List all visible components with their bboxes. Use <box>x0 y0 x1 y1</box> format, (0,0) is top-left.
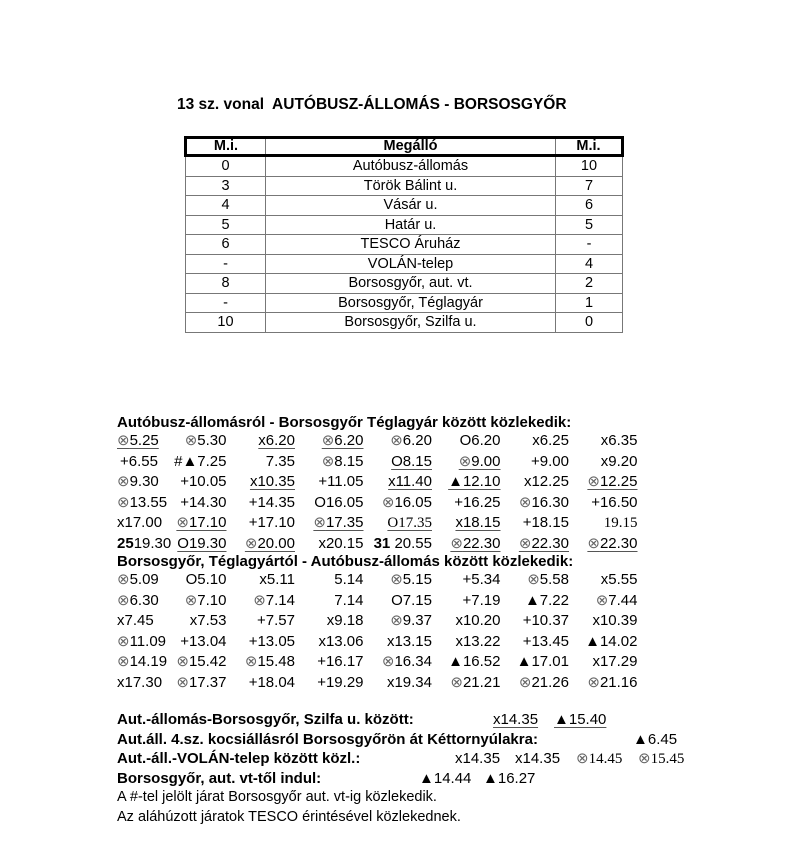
departure-time: +10.05 <box>180 473 227 490</box>
departure-time: ⊗16.30 <box>518 493 569 511</box>
stop-km-outbound: 10 <box>186 313 266 333</box>
circled-x-icon: ⊗ <box>390 571 403 588</box>
departure-time: +9.00 <box>531 452 569 470</box>
stop-name: Török Bálint u. <box>266 176 556 196</box>
circled-x-icon: ⊗ <box>518 673 532 691</box>
departure-time: +13.04 <box>180 632 227 650</box>
departure-time: +16.50 <box>591 493 638 511</box>
stop-km-outbound: 3 <box>186 176 266 196</box>
departure-time: ⊗17.35 <box>313 514 364 531</box>
timetable-row <box>117 534 638 555</box>
departure-time: ⊗21.21 <box>450 673 501 691</box>
departure-time: x14.35 <box>515 750 561 767</box>
departure-time: +17.10 <box>248 514 295 531</box>
stop-row <box>186 235 623 255</box>
departure-time: x10.35 <box>249 473 295 490</box>
departure-time: ▲12.10 <box>448 473 501 490</box>
departure-time: O6.20 <box>459 432 501 449</box>
departure-time: #▲7.25 <box>174 452 227 470</box>
departure-time: ▲6.45 <box>633 730 678 748</box>
departure-time: +18.15 <box>522 514 569 531</box>
circled-x-icon: ⊗ <box>587 534 600 552</box>
circled-x-icon: ⊗ <box>176 514 189 531</box>
circled-x-icon: ⊗ <box>450 673 463 691</box>
stop-km-inbound: 4 <box>556 254 623 274</box>
stop-km-inbound: 5 <box>556 215 623 235</box>
departure-time: +16.17 <box>317 653 364 670</box>
departure-time: 19.15 <box>603 515 638 531</box>
departure-time: +19.29 <box>317 673 364 691</box>
timetable-row <box>117 673 638 694</box>
departure-time: ⊗9.00 <box>458 452 501 470</box>
stop-row <box>186 176 623 196</box>
stop-km-outbound: 8 <box>186 274 266 294</box>
extra-service-label: Aut.áll. 4.sz. kocsiállásról Borsosgyőrön át Kéttornyúlakra: <box>117 730 538 748</box>
stop-km-inbound: 6 <box>556 196 623 216</box>
stop-row <box>186 274 623 294</box>
stop-name: Borsosgyőr, Szilfa u. <box>266 313 556 333</box>
extra-service-label: Borsosgyőr, aut. vt-től indul: <box>117 769 322 787</box>
stop-name: TESCO Áruház <box>266 235 556 255</box>
departure-time: x17.00 <box>117 514 163 531</box>
circled-x-icon: ⊗ <box>390 612 403 629</box>
departure-time: x17.29 <box>592 653 638 670</box>
timetable-row <box>117 611 638 632</box>
departure-time: x9.18 <box>326 612 364 629</box>
circled-x-icon: ⊗ <box>587 673 600 691</box>
departure-time: ⊗16.34 <box>381 653 432 670</box>
departure-time: x9.20 <box>600 452 638 470</box>
departure-time: x7.53 <box>189 612 227 629</box>
departure-time: ▲16.27 <box>483 769 536 787</box>
stop-name: Borsosgyőr, aut. vt. <box>266 274 556 294</box>
departure-time: +7.19 <box>462 591 501 609</box>
outbound-heading: Autóbusz-állomásról - Borsosgyőr Téglagyár között közlekedik: <box>117 414 572 431</box>
departure-time: x6.35 <box>600 432 638 449</box>
departure-time: x18.15 <box>455 514 501 531</box>
stop-km-inbound: 0 <box>556 313 623 333</box>
departure-time: ⊗16.05 <box>381 493 432 511</box>
footnote: Az aláhúzott járatok TESCO érintésével közlekednek. <box>117 808 461 825</box>
timetable-row <box>117 591 638 612</box>
departure-time: ⊗5.30 <box>184 432 227 449</box>
departure-time: O19.30 <box>177 534 227 552</box>
stop-name: Vásár u. <box>266 196 556 216</box>
departure-time: ▲14.44 <box>419 769 472 787</box>
circled-x-icon: ⊗ <box>117 493 130 511</box>
circled-x-icon: ⊗ <box>253 591 266 609</box>
departure-time: O8.15 <box>391 452 432 470</box>
departure-time: ⊗6.20 <box>390 432 432 449</box>
extra-service-line <box>117 730 678 750</box>
departure-time: ▲7.22 <box>524 591 569 609</box>
departure-time: O17.35 <box>387 515 432 531</box>
departure-time: ⊗8.15 <box>321 452 364 470</box>
timetable-row <box>117 632 638 653</box>
circled-x-icon: ⊗ <box>117 571 130 588</box>
departure-time: x5.55 <box>600 571 638 588</box>
stop-name: VOLÁN-telep <box>266 254 556 274</box>
circled-x-icon: ⊗ <box>381 493 395 511</box>
stop-name: Határ u. <box>266 215 556 235</box>
departure-time: x17.30 <box>117 673 163 691</box>
departure-time: +7.57 <box>257 612 295 629</box>
departure-time: +5.34 <box>462 571 501 588</box>
outbound-timetable <box>117 431 638 554</box>
departure-time: +11.05 <box>318 473 364 490</box>
circled-x-icon: ⊗ <box>450 534 463 552</box>
departure-time: 31 20.55 <box>373 534 432 552</box>
departure-time: +6.55 <box>120 452 158 470</box>
departure-time: ⊗13.55 <box>117 493 168 511</box>
stop-name: Borsosgyőr, Téglagyár <box>266 293 556 313</box>
circled-x-icon: ⊗ <box>117 632 130 650</box>
inbound-heading: Borsosgyőr, Téglagyártól - Autóbusz-állomás között közlekedik: <box>117 553 574 570</box>
circled-x-icon: ⊗ <box>244 534 258 552</box>
extra-service-label: Aut.-állomás-Borsosgyőr, Szilfa u. között: <box>117 711 414 728</box>
departure-time: ⊗21.16 <box>587 673 638 691</box>
circled-x-icon: ⊗ <box>518 493 532 511</box>
bold-prefix: 25 <box>117 534 134 552</box>
stop-km-outbound: - <box>186 254 266 274</box>
stops-table-body <box>186 156 623 333</box>
departure-time: x19.34 <box>386 673 432 691</box>
stop-km-outbound: 6 <box>186 235 266 255</box>
departure-time: O5.10 <box>185 571 227 588</box>
header-km-inbound: M.i. <box>556 138 623 156</box>
stop-km-outbound: - <box>186 293 266 313</box>
stop-km-inbound: 10 <box>556 156 623 177</box>
departure-time: ⊗5.25 <box>117 432 159 449</box>
departure-time: x13.15 <box>386 632 432 650</box>
stop-row <box>186 215 623 235</box>
circled-x-icon: ⊗ <box>638 751 651 767</box>
departure-time: ⊗15.48 <box>244 653 295 670</box>
departure-time: ▲15.40 <box>554 711 607 728</box>
departure-time: ⊗9.37 <box>390 612 432 629</box>
departure-time: +10.37 <box>522 612 569 629</box>
departure-time: x10.39 <box>592 612 638 629</box>
circled-x-icon: ⊗ <box>117 473 130 490</box>
stop-km-outbound: 0 <box>186 156 266 177</box>
departure-time: ⊗9.30 <box>117 473 159 490</box>
stop-km-inbound: 7 <box>556 176 623 196</box>
stop-name: Autóbusz-állomás <box>266 156 556 177</box>
extra-service-label: Aut.-áll.-VOLÁN-telep között közl.: <box>117 750 361 767</box>
departure-time: x10.20 <box>455 612 501 629</box>
stop-km-inbound: - <box>556 235 623 255</box>
departure-time: x14.35 <box>455 750 501 767</box>
circled-x-icon: ⊗ <box>587 473 600 490</box>
departure-time: ⊗11.09 <box>117 632 167 650</box>
circled-x-icon: ⊗ <box>117 432 130 449</box>
footnote: A #-tel jelölt járat Borsosgyőr aut. vt-ig közlekedik. <box>117 789 437 805</box>
inbound-timetable <box>117 570 638 693</box>
extra-services <box>117 710 685 827</box>
timetable-row <box>117 431 638 452</box>
timetable-row <box>117 513 638 534</box>
header-stop: Megálló <box>266 138 556 156</box>
departure-time: x14.35 <box>493 711 539 728</box>
departure-time: ⊗14.45 <box>576 751 623 767</box>
stop-row <box>186 313 623 333</box>
departure-time: x13.22 <box>455 632 501 650</box>
circled-x-icon: ⊗ <box>244 653 258 670</box>
departure-time: +13.45 <box>522 632 569 650</box>
departure-time: ⊗15.42 <box>176 653 227 670</box>
departure-time: ⊗15.45 <box>638 751 685 767</box>
stop-row <box>186 156 623 177</box>
departure-time: O7.15 <box>391 591 432 609</box>
timetable-row <box>117 652 638 673</box>
departure-time: ⊗22.30 <box>587 534 638 552</box>
departure-time: ⊗21.26 <box>518 673 569 691</box>
departure-time: x6.20 <box>258 432 295 449</box>
departure-time: ⊗7.14 <box>253 591 295 609</box>
extra-service-line <box>117 749 685 769</box>
departure-time: x11.40 <box>388 473 432 490</box>
circled-x-icon: ⊗ <box>381 653 395 670</box>
departure-time: ▲17.01 <box>516 653 569 670</box>
page-title: 13 sz. vonal AUTÓBUSZ-ÁLLOMÁS - BORSOSGYŐR <box>177 96 567 113</box>
departure-time: +16.25 <box>454 493 501 511</box>
circled-x-icon: ⊗ <box>176 673 189 691</box>
stop-row <box>186 196 623 216</box>
departure-time: x13.06 <box>318 632 364 650</box>
departure-time: ⊗6.20 <box>321 432 364 449</box>
circled-x-icon: ⊗ <box>117 591 130 609</box>
departure-time: ⊗12.25 <box>587 473 638 490</box>
stop-row <box>186 254 623 274</box>
departure-time: 7.35 <box>265 452 295 470</box>
circled-x-icon: ⊗ <box>527 571 540 588</box>
bold-prefix: 31 <box>373 534 395 552</box>
departure-time: ▲14.02 <box>585 632 638 650</box>
stop-km-inbound: 1 <box>556 293 623 313</box>
departure-time: ⊗5.09 <box>117 571 159 588</box>
extra-service-line <box>117 769 538 789</box>
stops-table-header <box>186 138 623 156</box>
departure-time: 2519.30 <box>117 534 172 552</box>
departure-time: 7.14 <box>334 591 364 609</box>
departure-time: x7.45 <box>117 612 154 629</box>
stop-km-outbound: 4 <box>186 196 266 216</box>
circled-x-icon: ⊗ <box>576 751 589 767</box>
departure-time: ⊗17.37 <box>176 673 227 691</box>
departure-time: ⊗5.15 <box>390 571 432 588</box>
departure-time: +13.05 <box>248 632 295 650</box>
circled-x-icon: ⊗ <box>321 452 335 470</box>
departure-time: ⊗14.19 <box>117 653 168 670</box>
stop-row <box>186 293 623 313</box>
circled-x-icon: ⊗ <box>184 591 198 609</box>
circled-x-icon: ⊗ <box>184 432 198 449</box>
departure-time: ⊗20.00 <box>244 534 295 552</box>
timetable-row <box>117 452 638 473</box>
departure-time: ⊗5.58 <box>527 571 569 588</box>
departure-time: ▲16.52 <box>448 653 501 670</box>
timetable-row <box>117 570 638 591</box>
departure-time: x6.25 <box>532 432 569 449</box>
stop-km-inbound: 2 <box>556 274 623 294</box>
departure-time: +14.30 <box>180 493 227 511</box>
departure-time: ⊗22.30 <box>518 534 569 552</box>
departure-time: ⊗22.30 <box>450 534 501 552</box>
timetable-row <box>117 472 638 493</box>
departure-time: O16.05 <box>314 493 364 511</box>
departure-time: 5.14 <box>334 571 364 588</box>
departure-time: +14.35 <box>248 493 295 511</box>
departure-time: x5.11 <box>259 571 295 588</box>
departure-time: ⊗7.10 <box>184 591 227 609</box>
departure-time: ⊗7.44 <box>595 591 638 609</box>
circled-x-icon: ⊗ <box>176 653 189 670</box>
stops-table <box>184 136 624 333</box>
timetable-row <box>117 493 638 514</box>
circled-x-icon: ⊗ <box>595 591 609 609</box>
circled-x-icon: ⊗ <box>458 452 472 470</box>
departure-time: x20.15 <box>318 534 364 552</box>
departure-time: ⊗6.30 <box>117 591 159 609</box>
departure-time: +18.04 <box>248 673 295 691</box>
header-km-outbound: M.i. <box>186 138 266 156</box>
circled-x-icon: ⊗ <box>390 432 403 449</box>
circled-x-icon: ⊗ <box>313 514 326 531</box>
stop-km-outbound: 5 <box>186 215 266 235</box>
circled-x-icon: ⊗ <box>518 534 532 552</box>
circled-x-icon: ⊗ <box>117 653 130 670</box>
departure-time: ⊗17.10 <box>176 514 227 531</box>
circled-x-icon: ⊗ <box>321 432 335 449</box>
extra-service-line <box>117 710 607 730</box>
departure-time: x12.25 <box>523 473 569 490</box>
